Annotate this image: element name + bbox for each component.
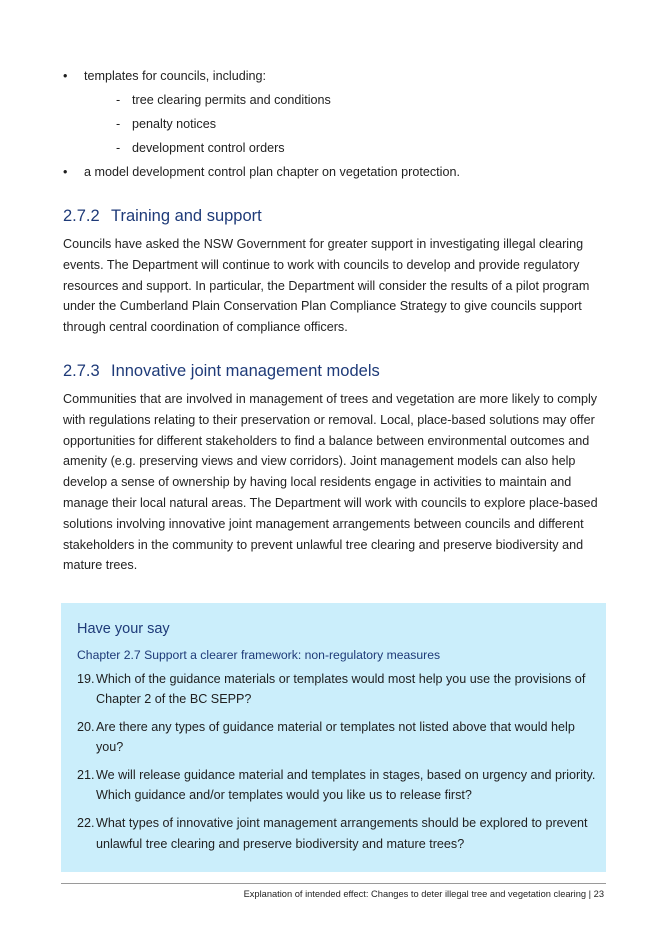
footer-divider	[61, 883, 606, 884]
page-footer: Explanation of intended effect: Changes to deter illegal tree and vegetation clearing | 23	[243, 889, 604, 899]
question-item	[77, 669, 597, 710]
sub-list-item-text: tree clearing permits and conditions	[132, 93, 331, 107]
question-text: Are there any types of guidance material or templates not listed above that would help you?	[96, 720, 575, 755]
section-body-joint-management: Communities that are involved in management of trees and vegetation are more likely to comply with regulations relating to their preservation or removal. Local, place-based solutions may offer opportunities for different stakeholders to find a balance between environmental outcomes and amenity (e.g. preserving views and view corridors). Joint management models can also help develop a sense of ownership by having local residents engage in activities to maintain and manage their local natural areas. The Department will work with councils to explore place-based solutions involving innovative joint management arrangements between councils and different stakeholders in the community to prevent unlawful tree clearing and preserve biodiversity and mature trees.	[63, 392, 598, 573]
bullet-icon: •	[63, 165, 68, 179]
question-item	[77, 765, 597, 806]
section-body-training: Councils have asked the NSW Government for greater support in investigating illegal clearing events. The Department will continue to work with councils to develop and provide regulatory resources and support. In particular, the Department will consider the results of a pilot program under the Cumberland Plain Conservation Plan Compliance Strategy to give councils support through central coordination of compliance officers.	[63, 237, 590, 335]
section-title: Innovative joint management models	[111, 362, 380, 380]
question-list	[77, 669, 597, 861]
list-item	[63, 66, 608, 158]
list-item	[63, 162, 608, 182]
sub-list-item-text: development control orders	[132, 141, 285, 155]
section-number: 2.7.2	[63, 207, 100, 225]
question-item	[77, 813, 597, 854]
section-heading-joint-management	[63, 361, 380, 381]
section-number: 2.7.3	[63, 362, 100, 380]
sub-list-item	[84, 138, 608, 158]
guidance-bullet-list	[63, 66, 608, 182]
question-text: What types of innovative joint management arrangements should be explored to prevent unlawful tree clearing and preserve biodiversity and mature trees?	[96, 816, 588, 851]
dash-icon: -	[116, 93, 121, 107]
question-text: Which of the guidance materials or templates would most help you use the provisions of Chapter 2 of the BC SEPP?	[96, 672, 586, 707]
list-item-text: templates for councils, including:	[84, 69, 267, 83]
question-text: We will release guidance material and templates in stages, based on urgency and priority. Which guidance and/or templates would you like us to release first?	[96, 768, 596, 803]
section-title: Training and support	[111, 207, 262, 225]
dash-icon: -	[116, 141, 121, 155]
dash-icon: -	[116, 117, 121, 131]
question-item	[77, 717, 597, 758]
question-number: 21.	[77, 768, 95, 783]
have-your-say-heading: Have your say	[77, 621, 170, 637]
bullet-icon: •	[63, 69, 68, 83]
question-number: 20.	[77, 720, 95, 735]
question-number: 19.	[77, 672, 95, 686]
sub-list-item	[84, 90, 608, 110]
list-item-text: a model development control plan chapter on vegetation protection.	[84, 165, 460, 179]
sub-list-item	[84, 114, 608, 134]
have-your-say-box	[61, 603, 606, 872]
sub-list-item-text: penalty notices	[132, 117, 217, 131]
section-heading-training	[63, 206, 262, 226]
have-your-say-subheading: Chapter 2.7 Support a clearer framework: non-regulatory measures	[77, 648, 441, 662]
question-number: 22.	[77, 816, 95, 831]
sub-list	[84, 90, 608, 158]
